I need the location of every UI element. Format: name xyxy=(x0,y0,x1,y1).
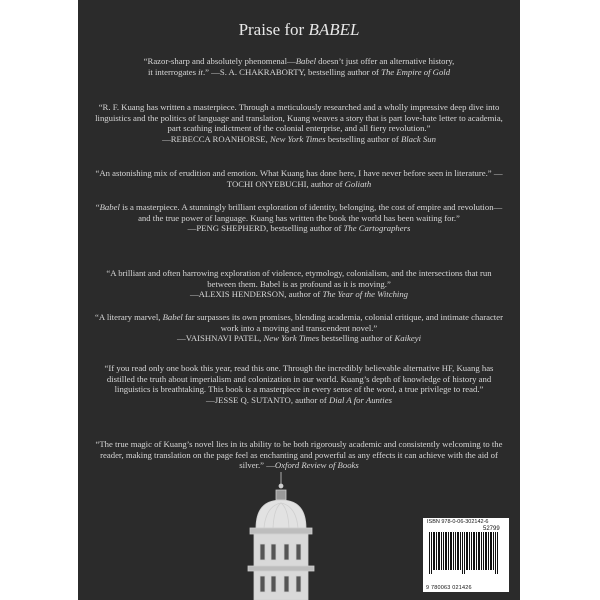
quote-onyebuchi xyxy=(92,168,506,189)
isbn-barcode xyxy=(423,518,509,592)
attr-book: Kaikeyi xyxy=(394,333,421,344)
quote-patel xyxy=(92,312,506,344)
isbn-label: ISBN 978-0-06-302142-6 xyxy=(427,519,489,525)
heading-prefix: Praise for xyxy=(238,20,309,39)
barcode-bars xyxy=(427,528,505,574)
quote-title: Babel xyxy=(295,56,316,66)
attr-name: —JESSE Q. SUTANTO, author of xyxy=(206,394,329,405)
quote-book: Goliath xyxy=(344,178,372,189)
book-title: BABEL xyxy=(308,20,360,39)
quote-text: “A brilliant and often harrowing exploration of violence, etymology, colonialism, and the intersections that run between them. Babel is as profound as it is moving.” xyxy=(106,268,492,289)
quote-source: Oxford Review of Books xyxy=(274,460,359,471)
quote-title: Babel xyxy=(162,312,183,322)
quote-text: far surpasses its own promises, blending academia, colonial critique, and intimate character work into a moving and transcendent novel.” xyxy=(182,312,503,333)
quote-chakraborty xyxy=(94,56,504,77)
quote-text: “If you read only one book this year, read this one. Through the incredibly believable alternative HF, Kuang has distilled the truth about imperialism and colonization in our world. Kuang’s depth of knowledge of history and linguistics is breathtaking. This book is a masterpiece in every sense of the word, a true privilege to read.” xyxy=(104,363,494,395)
quote-text: “Razor-sharp and absolutely phenomenal— xyxy=(143,56,296,66)
attr-book: The Year of the Witching xyxy=(322,289,409,300)
attr-book: The Cartographers xyxy=(343,223,411,234)
back-cover xyxy=(78,0,520,600)
quote-text: “A literary marvel, xyxy=(95,312,163,322)
attr-publication: New York Times xyxy=(263,333,320,344)
quote-attribution xyxy=(92,333,506,344)
quote-text: “The true magic of Kuang’s novel lies in its ability to be both rigorously academic and consistently welcoming to the reader, making translation on the page feel as enchanting and powerful as any effects it can achieve with the aid of silver.” — xyxy=(95,439,503,471)
quote-attribution xyxy=(92,395,506,406)
tower-dome-illustration xyxy=(226,470,336,600)
quote-emphasis: it xyxy=(198,66,203,77)
attr-publication: New York Times xyxy=(269,133,326,144)
attr-book: Black Sun xyxy=(400,133,436,144)
quote-shepherd: “Babel is a masterpiece. A stunningly brilliant exploration of identity, belonging, the cost of empire and revolution—and the true power of language. Kuang has written the book the world has been waiting for.” —PENG SHEPHERD, bestselling author of The Cartographers xyxy=(90,202,508,234)
attr-name: —REBECCA ROANHORSE, xyxy=(162,133,270,144)
quote-sutanto xyxy=(92,363,506,405)
quote-roanhorse xyxy=(92,102,506,144)
quote-book: The Empire of Gold xyxy=(381,66,451,77)
attr-role: bestselling author of xyxy=(325,133,401,144)
quote-title: Babel xyxy=(99,202,120,212)
quote-attribution: .” —S. A. CHAKRABORTY, bestselling author of xyxy=(202,66,382,77)
attr-name: —VAISHNAVI PATEL, xyxy=(177,333,264,344)
quote-oxford-review xyxy=(92,439,506,471)
quote-text: “An astonishing mix of erudition and emotion. What Kuang has done here, I have never before seen in literature.” —TOCHI ONYEBUCHI, author of xyxy=(95,168,503,189)
praise-heading xyxy=(78,20,520,40)
quote-text: “R. F. Kuang has written a masterpiece. Through a meticulously researched and a wholly impressive deep dive into linguistics and the politics of language and translation, Kuang weaves a story that is part love-hate letter to academia, part scathing indictment of the colonial enterprise, and all fiery revolution.” xyxy=(95,102,503,134)
quote-attribution xyxy=(92,289,506,300)
attr-book: Dial A for Aunties xyxy=(328,394,392,405)
quote-henderson xyxy=(92,268,506,300)
isbn-digits: 9 780063 021426 xyxy=(426,585,472,591)
quote-text: it interrogates xyxy=(147,66,199,77)
quote-attribution xyxy=(92,134,506,145)
price-code: 52799 xyxy=(483,526,500,532)
attr-name: —ALEXIS HENDERSON, author of xyxy=(189,289,323,300)
quote-attribution xyxy=(90,223,508,234)
attr-role: bestselling author of xyxy=(319,333,395,344)
quote-text: doesn’t just offer an alternative history, xyxy=(316,56,455,66)
attr-name: —PENG SHEPHERD, bestselling author of xyxy=(187,223,344,234)
quote-text: is a masterpiece. A stunningly brilliant exploration of identity, belonging, the cost of empire and revolution—and the true power of language. Kuang has written the book the world has been waiting for.” xyxy=(119,202,503,223)
